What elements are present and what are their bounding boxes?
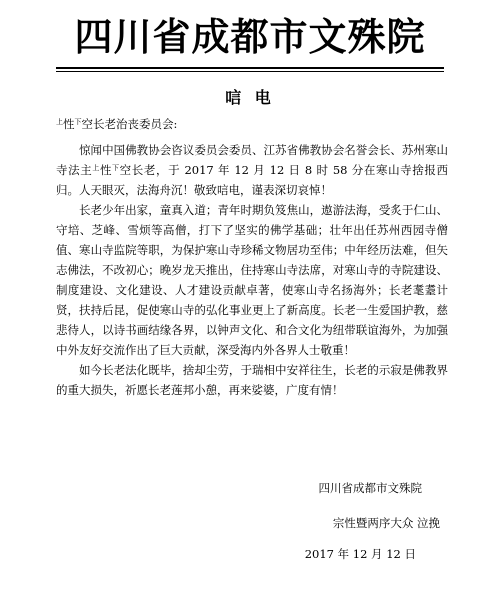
header-rule-thin xyxy=(56,71,444,72)
salutation-name-part1: 性 xyxy=(63,117,75,131)
signature-signer: 宗性暨两序大众 泣挽 xyxy=(332,516,440,530)
paragraph-biography: 长老少年出家，童真入道；青年时期负笈焦山，遨游法海，受炙于仁山、守培、芝峰、雪烦等高僧，打下了坚实的佛学基础；壮年出任苏州西园寺僧值、寒山寺监院等职，为保护寒山寺珍稀文物居功至伟；中年经历法难，但矢志佛法，不改初心；晚岁龙天推出，住持寒山寺法席，对寒山寺的寺院建设、制度建设、文化建设、人才建设贡献卓著，使寒山寺名扬海外；长老耄耋计贤，扶持后昆，促使寒山寺的弘化事业更上了新高度。长老一生爱国护教，慈悲待人，以诗书画结缘各界，以钟声文化、和合文化为纽带联谊海外，为加强中外友好交流作出了巨大贡献，深受海内外各界人士敬重！ xyxy=(56,203,448,357)
announcement-name-part1: 性 xyxy=(99,163,113,177)
paragraph-closing: 如今长老法化既毕，捨却尘劳，于瑞相中安祥往生，长老的示寂是佛教界的重大损失，祈愿长老莲邦小憩，再来娑婆，广度有情！ xyxy=(56,363,448,397)
announcement-text-c: 空长老，于 2017 年 12 月 12 日 8 时 58 分在寒山寺捨报西归。人天眼灭，法海舟沉！敬致唁电，谨表深切哀悼！ xyxy=(56,163,448,197)
paragraph-announcement xyxy=(56,140,448,200)
organization-title: 四川省成都市文殊院 xyxy=(74,15,426,59)
salutation-mark-upper: 上 xyxy=(56,118,63,126)
signature-date: 2017 年 12 月 12 日 xyxy=(304,547,416,561)
announcement-text-a: 惊闻中国佛教协会咨议委员会委员、江苏省佛教协会名誉会长、苏州寒山寺法主 xyxy=(56,143,448,177)
header-rule-thick xyxy=(56,67,444,69)
salutation-recipient: 空长老治丧委员会: xyxy=(81,117,178,131)
announcement-mark-lower: 下 xyxy=(112,164,120,172)
letter-body xyxy=(56,114,448,400)
signature-organization: 四川省成都市文殊院 xyxy=(318,481,422,495)
salutation-mark-lower: 下 xyxy=(74,118,82,126)
announcement-mark-upper: 上 xyxy=(92,164,100,172)
salutation xyxy=(56,114,448,134)
document-title: 唁 电 xyxy=(225,88,275,107)
